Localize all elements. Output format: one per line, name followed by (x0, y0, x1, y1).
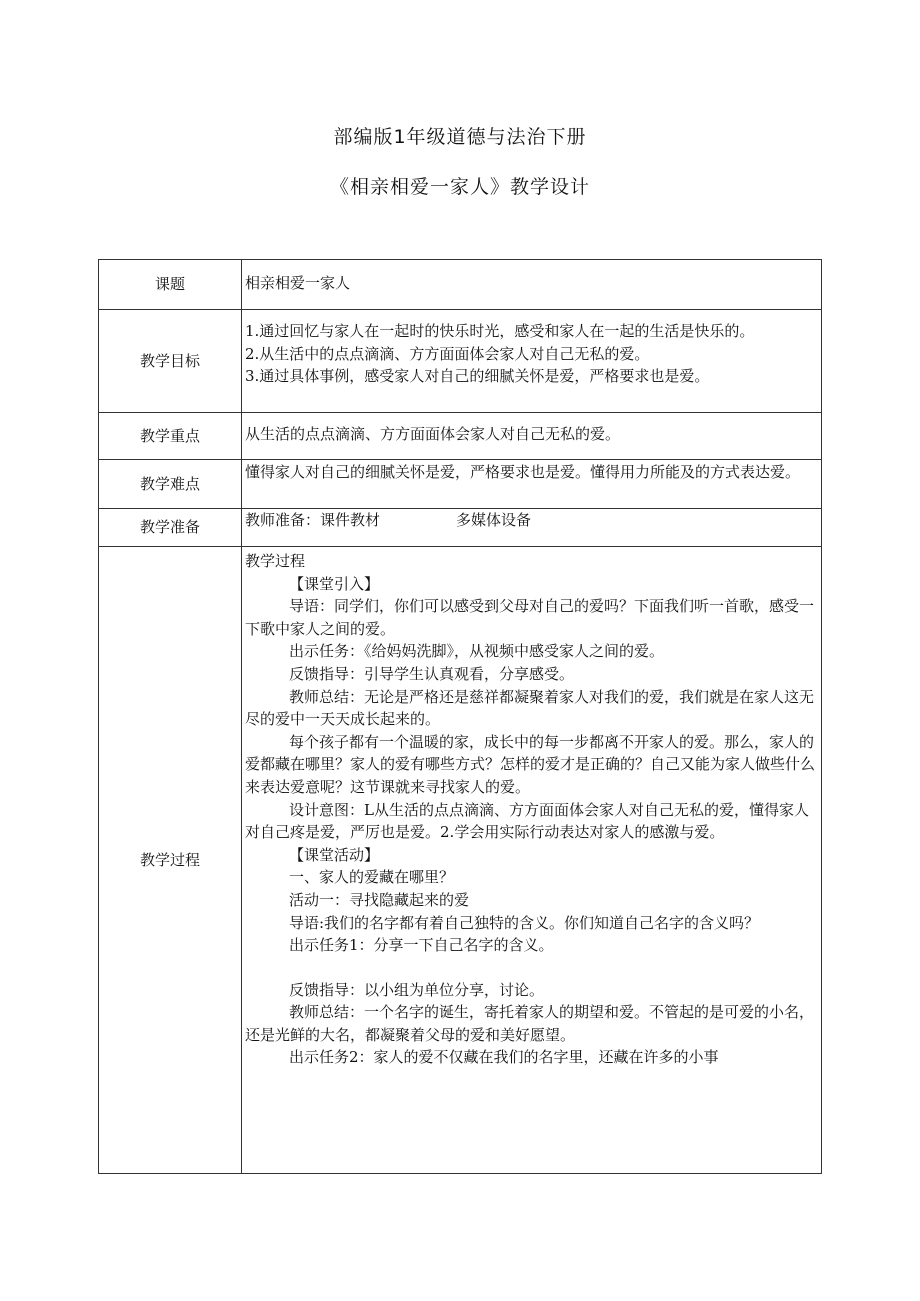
lesson-plan-table (98, 259, 822, 1174)
row-preparation (99, 509, 822, 547)
document-subtitle: 《相亲相爱一家人》教学设计 (329, 176, 590, 198)
objective-3: 3.通过具体事例，感受家人对自己的细腻关怀是爱，严格要求也是爱。 (245, 367, 710, 386)
row-process (99, 547, 822, 1174)
design-intent: 设计意图：L从生活的点点滴滴、方方面面体会家人对自己无私的爱，懂得家人对自己疼是爱，严厉也是爱。2.学会用实际行动表达对家人的感激与爱。 (245, 800, 809, 842)
key-points-text: 从生活的点点滴滴、方方面面体会家人对自己无私的爱。 (245, 425, 621, 443)
label-topic: 课题 (99, 260, 242, 310)
objective-1: 1.通过回忆与家人在一起时的快乐时光，感受和家人在一起的生活是快乐的。 (245, 322, 755, 340)
activity-guide: 导语:我们的名字都有着自己独特的含义。你们知道自己名字的含义吗？ (289, 913, 760, 932)
activity-feedback: 反馈指导：以小组为单位分享，讨论。 (289, 980, 545, 999)
row-key-points (99, 413, 822, 460)
intro-paragraph-2: 出示任务：《给妈妈洗脚》，从视频中感受家人之间的爱。 (289, 642, 665, 661)
label-key-points: 教学重点 (99, 413, 242, 460)
document-title: 部编版1年级道德与法治下册 (333, 126, 587, 148)
activity-task-1: 出示任务1：分享一下自己名字的含义。 (289, 936, 554, 955)
value-preparation (242, 509, 822, 547)
label-process: 教学过程 (99, 547, 242, 1174)
intro-paragraph-5: 每个孩子都有一个温暖的家，成长中的每一步都离不开家人的爱。那么，家人的爱都藏在哪里？家人的爱有哪些方式？怎样的爱才是正确的？自己又能为家人做些什么来表达爱意呢？这节课就来寻找家人的爱。 (245, 732, 816, 796)
objective-2: 2.从生活中的点点滴滴、方方面面体会家人对自己无私的爱。 (245, 344, 650, 363)
activity-heading: 一、家人的爱藏在哪里？ (289, 868, 455, 887)
value-process (242, 547, 822, 1174)
row-topic (99, 260, 822, 310)
intro-paragraph-1: 导语：同学们，你们可以感受到父母对自己的爱吗？下面我们听一首歌，感受一下歌中家人之间的爱。 (245, 597, 815, 638)
value-key-points (242, 413, 822, 460)
activity-one: 活动一：寻找隐藏起来的爱 (289, 890, 470, 909)
value-difficulties (242, 460, 822, 509)
intro-paragraph-4: 教师总结：无论是严格还是慈祥都凝聚着家人对我们的爱，我们就是在家人这无尽的爱中一天天成长起来的。 (245, 687, 815, 729)
label-preparation: 教学准备 (99, 509, 242, 547)
topic-text: 相亲相爱一家人 (245, 274, 351, 292)
activity-summary: 教师总结：一个名字的诞生，寄托着家人的期望和爱。不管起的是可爱的小名，还是光鲜的大名，都凝聚着父母的爱和美好愿望。 (245, 1003, 815, 1044)
intro-paragraph-3: 反馈指导：引导学生认真观看，分享感受。 (289, 664, 575, 683)
row-objectives (99, 310, 822, 413)
blank-line (245, 957, 817, 979)
process-heading: 教学过程 (245, 552, 306, 570)
label-objectives: 教学目标 (99, 310, 242, 413)
row-difficulties (99, 460, 822, 509)
section-activity-title: 【课堂活动】 (289, 845, 380, 864)
preparation-teacher: 教师准备：课件教材 (245, 511, 381, 529)
label-difficulties: 教学难点 (99, 460, 242, 509)
difficulties-text: 懂得家人对自己的细腻关怀是爱，严格要求也是爱。懂得用力所能及的方式表达爱。 (245, 463, 801, 481)
value-topic (242, 260, 822, 310)
preparation-media: 多媒体设备 (456, 511, 532, 529)
activity-task-2: 出示任务2：家人的爱不仅藏在我们的名字里，还藏在许多的小事 (289, 1048, 719, 1067)
section-intro-title: 【课堂引入】 (289, 574, 380, 593)
value-objectives (242, 310, 822, 413)
